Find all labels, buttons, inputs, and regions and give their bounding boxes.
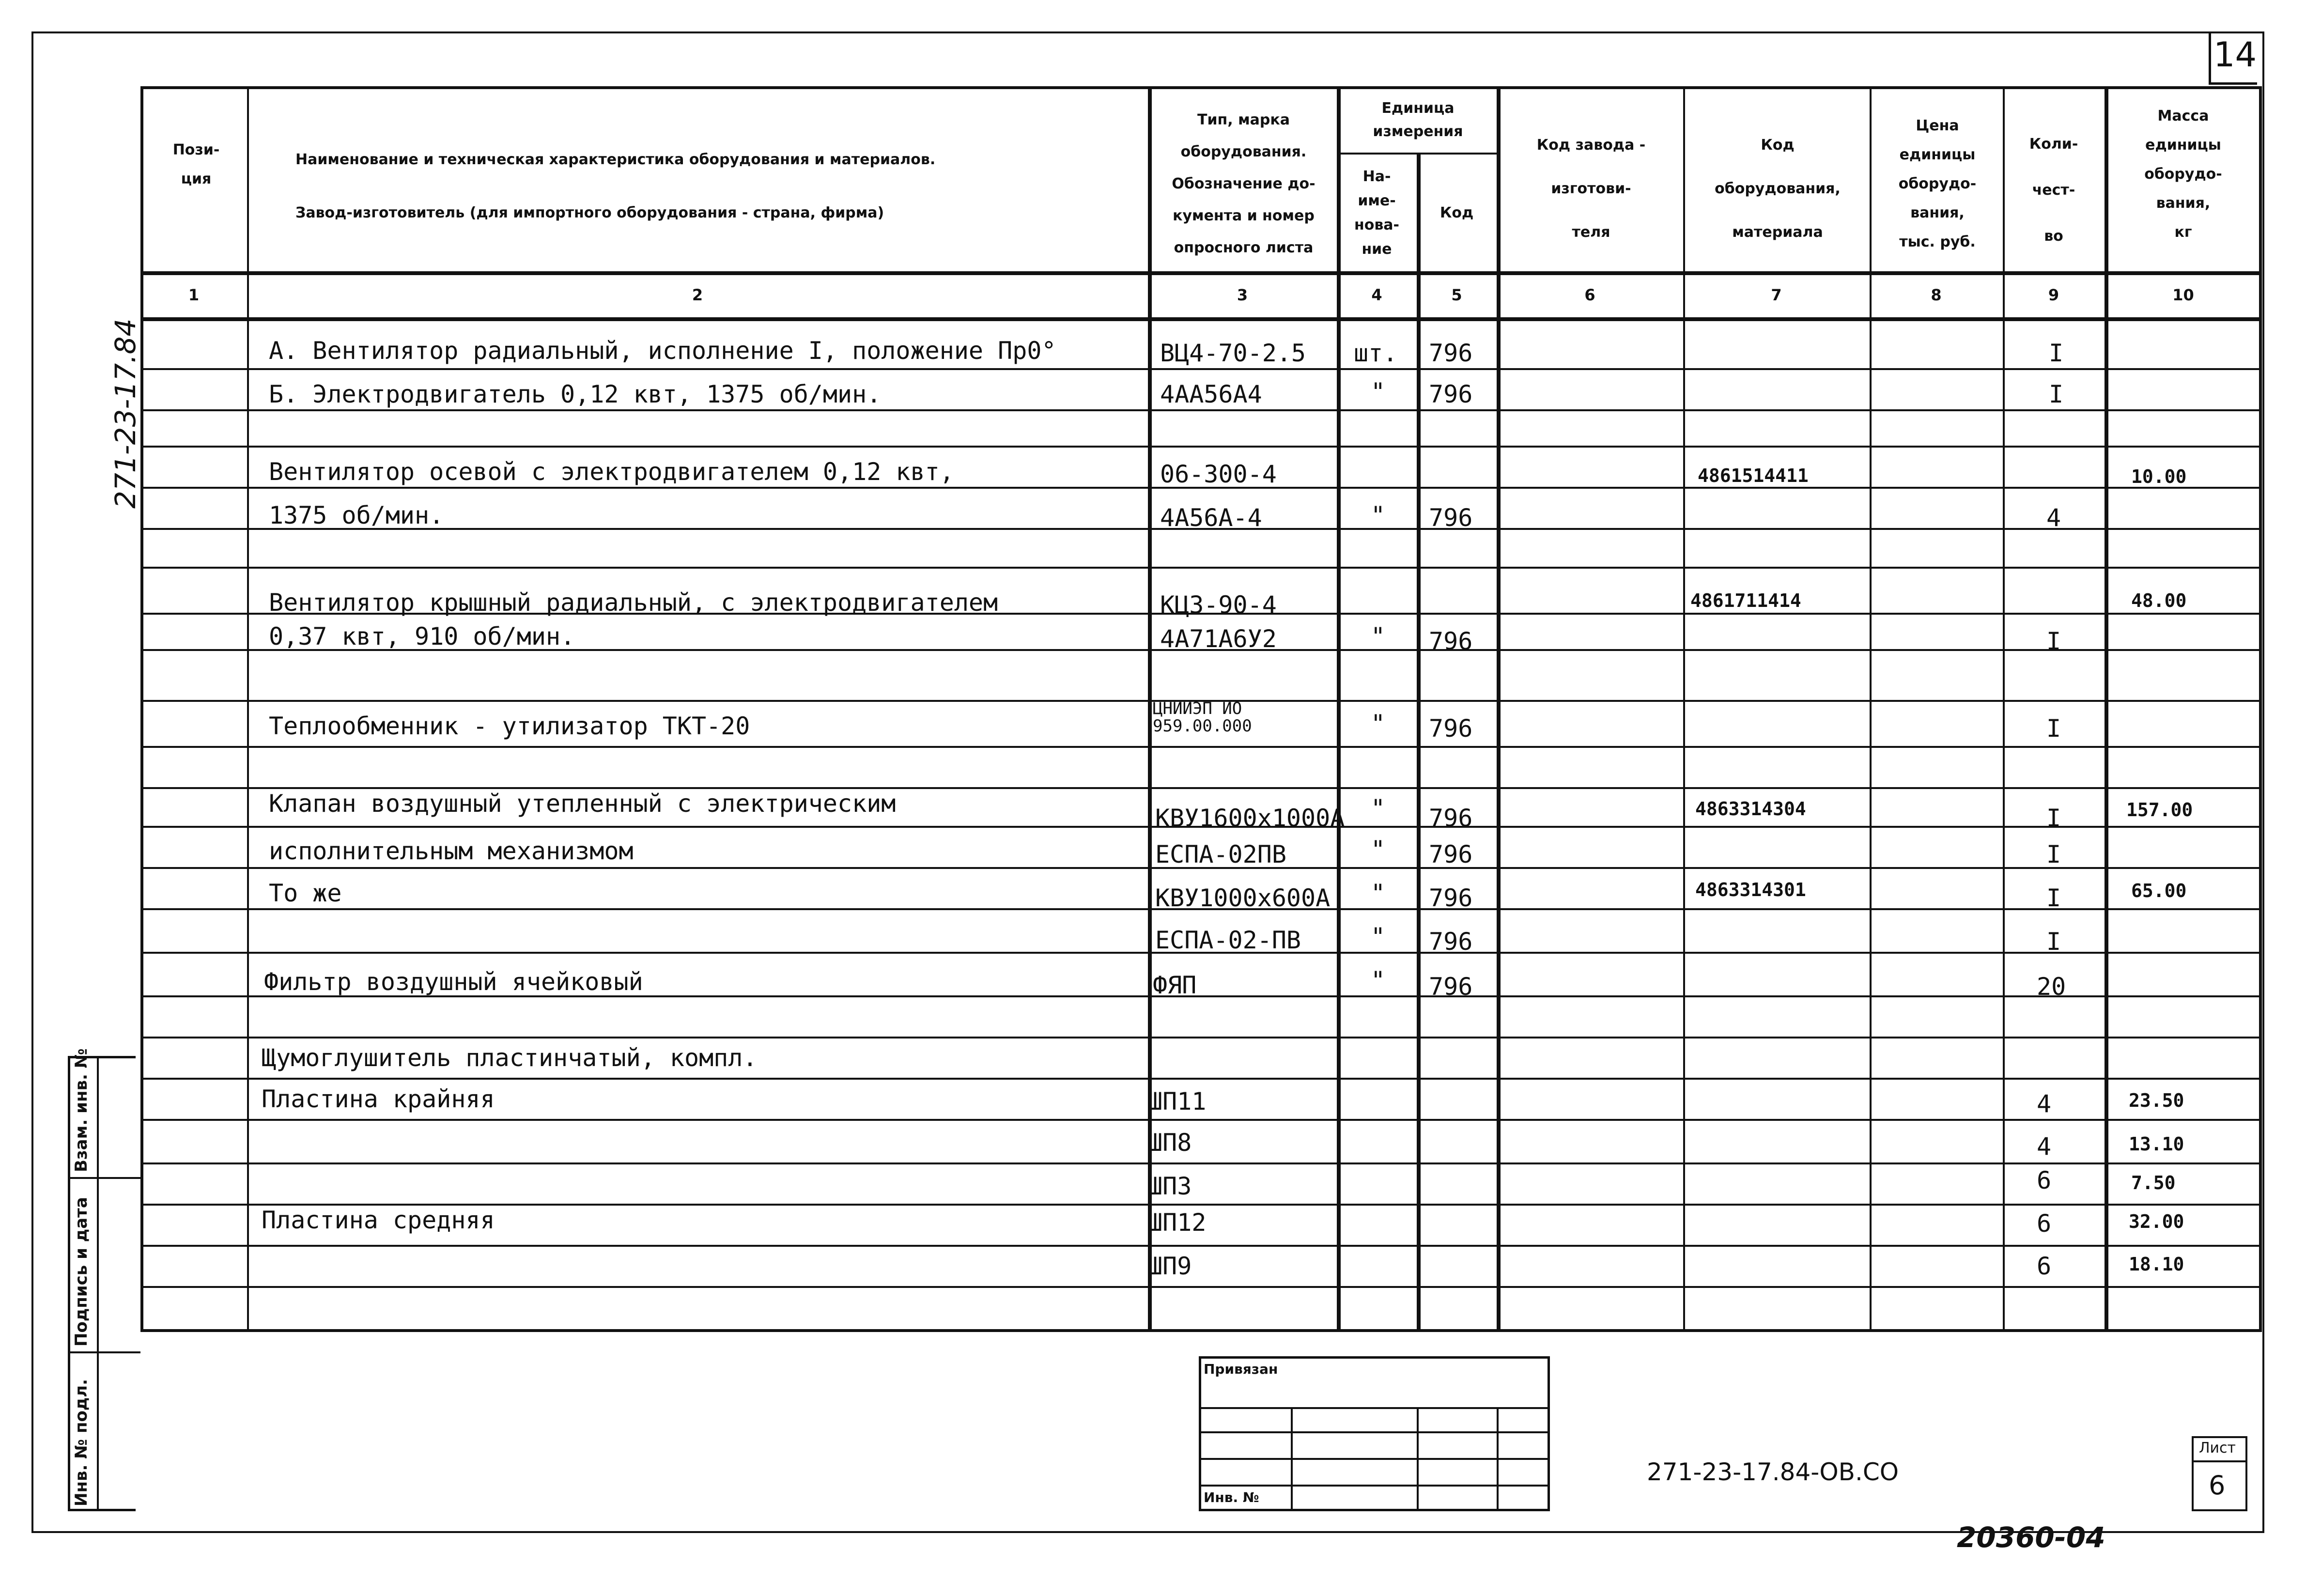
row-qty: I (2046, 928, 2061, 956)
row-code: 796 (1429, 804, 1473, 832)
row-unit: " (1371, 710, 1386, 738)
row-mass: 65.00 (2131, 880, 2187, 901)
row-equip-code: 4861514411 (1698, 465, 1809, 486)
row-name: исполнительным механизмом (269, 837, 634, 865)
colnum-5: 5 (1451, 286, 1462, 304)
col-line (2105, 86, 2108, 1332)
row-unit: шт. (1354, 339, 1398, 367)
header-c10: Масса единицы оборудо- вания, кг (2144, 108, 2222, 241)
colnum-9: 9 (2048, 286, 2059, 304)
row-unit: " (1371, 923, 1386, 951)
row-type: ЕСПА-02-ПВ (1155, 926, 1301, 954)
row-qty: I (2046, 714, 2061, 743)
row-code: 796 (1429, 714, 1473, 743)
inv-label: Инв. № (1204, 1489, 1259, 1505)
row-qty: I (2046, 884, 2061, 912)
row-line (140, 1037, 2262, 1038)
row-name: Клапан воздушный утепленный с электрическим (269, 790, 896, 818)
row-type: 06-300-4 (1160, 460, 1277, 488)
binding-vline (1497, 1407, 1499, 1511)
row-mass: 7.50 (2131, 1172, 2176, 1193)
row-type: КЦ3-90-4 (1160, 591, 1277, 619)
row-mass: 157.00 (2126, 799, 2193, 821)
col-line (1497, 86, 1501, 1332)
row-line (140, 746, 2262, 748)
header-c1: Пози- ция (172, 141, 220, 187)
colnum-4: 4 (1371, 286, 1382, 304)
row-unit: " (1371, 879, 1386, 907)
row-unit: " (1371, 966, 1386, 994)
row-line (140, 1204, 2262, 1206)
row-type: КВУ1000х600А (1155, 884, 1331, 912)
row-mass: 23.50 (2129, 1090, 2184, 1111)
row-type: ШП3 (1148, 1172, 1192, 1200)
row-type: 4А71А6У2 (1160, 625, 1277, 653)
row-unit: " (1371, 622, 1386, 651)
header-c3: Тип, марка оборудования. Обозначение до- кумента и номер опросного листа (1172, 111, 1316, 256)
row-name: 0,37 квт, 910 об/мин. (269, 622, 575, 651)
doc-code: 271-23-17.84-ОВ.СО (1647, 1458, 1899, 1486)
colnum-10: 10 (2172, 286, 2194, 304)
stamp-vzam: Взам. инв. № (72, 1048, 91, 1172)
row-code: 796 (1429, 840, 1473, 868)
side-code: 271-23-17.84 (109, 318, 142, 509)
row-line (140, 1245, 2262, 1247)
left-stamp-line (68, 1177, 140, 1179)
col-line (1417, 153, 1421, 1332)
row-type: ШП9 (1148, 1252, 1192, 1280)
row-qty: 4 (2046, 504, 2061, 532)
col-line (247, 86, 249, 1332)
row-type: ЕСПА-02ПВ (1155, 840, 1286, 868)
row-mass: 32.00 (2129, 1211, 2184, 1232)
row-code: 796 (1429, 380, 1473, 408)
row-name: Пластина крайняя (262, 1085, 495, 1113)
row-line (140, 1286, 2262, 1288)
row-qty: I (2046, 804, 2061, 832)
page-number: 14 (2213, 35, 2257, 75)
colnum-3: 3 (1237, 286, 1248, 304)
row-type: ШП12 (1148, 1209, 1207, 1237)
row-qty: 6 (2037, 1209, 2052, 1238)
row-line (140, 1119, 2262, 1121)
header-c4: На- име- нова- ние (1354, 168, 1400, 258)
header-c6: Код завода - изготови- теля (1536, 137, 1646, 241)
header-c8: Цена единицы оборудо- вания, тыс. руб. (1898, 117, 1977, 250)
row-equip-code: 4861711414 (1690, 590, 1801, 611)
row-line (140, 1078, 2262, 1080)
row-line (140, 567, 2262, 569)
row-unit: " (1371, 501, 1386, 529)
row-mass: 48.00 (2131, 590, 2187, 611)
row-qty: 6 (2037, 1166, 2052, 1194)
colnum-1: 1 (188, 286, 200, 304)
row-name: Б. Электродвигатель 0,12 квт, 1375 об/мин. (269, 380, 882, 408)
col-line (1337, 86, 1341, 1332)
header-c2: Наименование и техническая характеристика оборудования и материалов. Завод-изготовитель (для импортного оборудования - страна, фирма) (295, 151, 936, 221)
row-type: ФЯП (1153, 971, 1197, 999)
header-divider (140, 271, 2262, 275)
row-unit: " (1371, 378, 1386, 406)
row-code: 796 (1429, 339, 1473, 367)
row-line (140, 1162, 2262, 1164)
stamp-inv: Инв. № подл. (72, 1379, 91, 1506)
row-qty: 4 (2037, 1090, 2052, 1118)
row-qty: I (2049, 339, 2064, 367)
row-name: Вентилятор крышный радиальный, с электродвигателем (269, 589, 998, 617)
row-type: ЦНИИЭП ИО 959.00.000 (1153, 699, 1252, 736)
row-type: ВЦ4-70-2.5 (1160, 339, 1306, 367)
col-line (1683, 86, 1685, 1332)
row-unit: " (1371, 794, 1386, 822)
row-code: 796 (1429, 627, 1473, 655)
row-qty: 20 (2037, 973, 2066, 1001)
row-qty: I (2046, 840, 2061, 868)
row-line (140, 368, 2262, 370)
sheet-label: Лист (2199, 1440, 2236, 1457)
col-line (1870, 86, 1872, 1332)
row-type: ШП11 (1148, 1087, 1207, 1116)
row-line (140, 446, 2262, 448)
colnum-6: 6 (1584, 286, 1595, 304)
row-qty: I (2046, 627, 2061, 655)
row-code: 796 (1429, 973, 1473, 1001)
row-mass: 18.10 (2129, 1254, 2184, 1275)
row-qty: I (2049, 380, 2064, 408)
binding-label: Привязан (1204, 1361, 1278, 1377)
row-name: Теплообменник - утилизатор ТКТ-20 (269, 712, 750, 740)
sheet-number: 6 (2209, 1470, 2226, 1501)
row-name: А. Вентилятор радиальный, исполнение I, положение Пр0° (269, 337, 1056, 365)
row-code: 796 (1429, 884, 1473, 912)
row-name: 1375 об/мин. (269, 501, 444, 529)
row-name: Пластина средняя (262, 1206, 495, 1234)
left-stamp-divider (97, 1056, 99, 1511)
bottom-stamp: 20360-04 (1957, 1521, 2105, 1554)
row-equip-code: 4863314301 (1695, 879, 1806, 900)
row-type: КВУ1600х1000А (1155, 804, 1345, 832)
colnum-7: 7 (1771, 286, 1782, 304)
header-c9: Коли- чест- во (2029, 136, 2078, 245)
row-mass: 10.00 (2131, 466, 2187, 487)
colnum-8: 8 (1931, 286, 1942, 304)
left-stamp-line (68, 1351, 140, 1353)
row-type: 4А56А-4 (1160, 504, 1262, 532)
binding-vline (1417, 1407, 1419, 1511)
row-qty: 6 (2037, 1252, 2052, 1280)
row-mass: 13.10 (2129, 1133, 2184, 1155)
row-name: Щумоглушитель пластинчатый, компл. (262, 1044, 758, 1072)
row-type: ШП8 (1148, 1129, 1192, 1157)
col-line (2003, 86, 2005, 1332)
row-equip-code: 4863314304 (1695, 798, 1806, 820)
row-name: То же (269, 879, 342, 907)
binding-vline (1291, 1407, 1293, 1511)
colnum-2: 2 (692, 286, 703, 304)
row-name: Фильтр воздушный ячейковый (264, 968, 643, 996)
row-qty: 4 (2037, 1132, 2052, 1161)
header-c7: Код оборудования, материала (1715, 137, 1841, 241)
row-code: 796 (1429, 504, 1473, 532)
row-code: 796 (1429, 928, 1473, 956)
stamp-podpis: Подпись и дата (72, 1197, 91, 1347)
row-type: 4АА56А4 (1160, 380, 1262, 408)
sheet-line (2192, 1460, 2247, 1462)
row-name: Вентилятор осевой с электродвигателем 0,12 квт, (269, 458, 954, 486)
row-line (140, 787, 2262, 789)
colnum-divider (140, 317, 2262, 321)
row-line (140, 409, 2262, 411)
header-c5: Код (1439, 204, 1474, 221)
header-unit-group: Единица измерения (1373, 100, 1463, 140)
row-unit: " (1371, 836, 1386, 864)
